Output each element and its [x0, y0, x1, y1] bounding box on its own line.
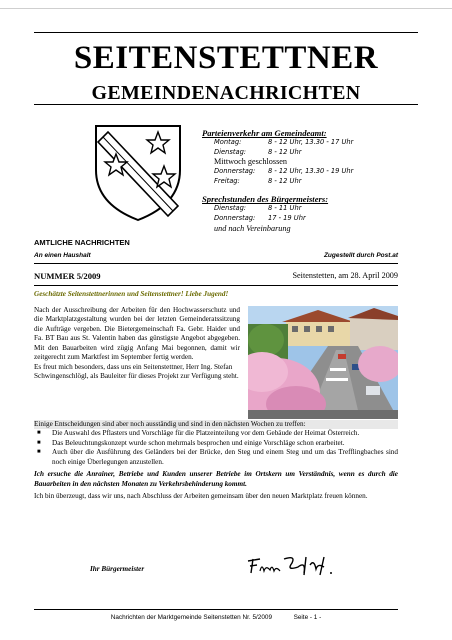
- office-hours-note: Mittwoch geschlossen: [214, 157, 287, 167]
- bullet-list: [34, 429, 398, 467]
- paragraph: Nach der Ausschreibung der Arbeiten für den Hochwasserschutz und die Marktplatzgestaltung wurden bei der letzten Gemeinderatssitzung die Aufträge vergeben. Die Bietergemeinschaft Fa. Gebr. Haider und Fa. BT Bau aus St. Valentin haben das günstigste Angebot abgegeben. Mit den Bauarbeiten wird zügig Anfang Mai begonnen, damit wir zeitgerecht zum Marktfest im September fertig werden.: [34, 306, 240, 362]
- masthead: [0, 28, 452, 103]
- mayor-hours-row: [202, 204, 402, 214]
- day-label: Montag:: [214, 138, 242, 146]
- office-hours-row: [202, 138, 402, 148]
- distribution-right: Zugestellt durch Post.at: [323, 252, 398, 259]
- bullet-icon: ■: [37, 430, 41, 437]
- day-label: Donnerstag:: [214, 167, 256, 176]
- masthead-title: SEITENSTETTNER: [73, 40, 379, 76]
- office-hours-row: [202, 148, 402, 158]
- divider: [34, 285, 398, 286]
- issue-row: [34, 271, 398, 281]
- list-item: [34, 429, 398, 438]
- municipal-crest-icon: [86, 120, 190, 224]
- handwritten-signature: [246, 553, 334, 579]
- market-square-photo: [248, 306, 398, 419]
- mayor-hours-row: [202, 214, 402, 224]
- distribution-row: [34, 252, 398, 259]
- office-hours-heading: Parteienverkehr am Gemeindeamt:: [202, 128, 327, 138]
- bullet-icon: ■: [37, 439, 41, 446]
- time-value: 8 - 12 Uhr, 13.30 - 19 Uhr: [268, 167, 354, 176]
- divider: [34, 263, 398, 264]
- time-value: 8 - 12 Uhr: [268, 176, 302, 185]
- issue-place-date: Seitenstetten, am 28. April 2009: [292, 271, 398, 280]
- top-rule: [0, 8, 452, 9]
- time-value: 8 - 12 Uhr: [268, 147, 302, 156]
- page-footer: [34, 614, 398, 621]
- greeting: Geschätzte Seitenstettnerinnen und Seitenstettner! Liebe Jugend!: [34, 290, 229, 298]
- list-item: [34, 439, 398, 448]
- mayor-hours-heading: Sprechstunden des Bürgermeisters:: [202, 194, 329, 205]
- time-value: 8 - 11 Uhr: [268, 204, 302, 213]
- footer-text: Nachrichten der Marktgemeinde Seitenstetten Nr. 5/2009: [110, 614, 272, 621]
- paragraph: Ich ersuche die Anrainer, Betriebe und Kunden unserer Betriebe im Ortskern um Verständnis, wenn es durch die Bauarbeiten in den nächsten Monaten zu Verkehrsbehinderung kommt.: [34, 470, 398, 488]
- bullet-icon: ■: [37, 449, 41, 456]
- mayor-hours-note: und nach Vereinbarung: [214, 223, 291, 233]
- time-value: 8 - 12 Uhr, 13.30 - 17 Uhr: [268, 138, 354, 146]
- issue-number: NUMMER 5/2009: [34, 271, 101, 281]
- office-hours-row: [202, 177, 402, 187]
- signature-label: Ihr Bürgermeister: [90, 565, 145, 573]
- distribution-left: An einen Haushalt: [34, 252, 91, 259]
- paragraph: Einige Entscheidungen sind aber noch ausständig und sind in den nächsten Wochen zu treffen:: [34, 420, 398, 429]
- footer-rule: [34, 609, 398, 610]
- day-label: Dienstag:: [214, 147, 247, 156]
- day-label: Donnerstag:: [214, 213, 256, 222]
- article-full-width: [34, 420, 398, 502]
- masthead-subtitle: GEMEINDENACHRICHTEN: [91, 82, 361, 104]
- list-item-text: Die Auswahl des Pflasters und Vorschläge für die Platzeinteilung vor dem Gebäude der Heimat Österreich.: [52, 429, 360, 438]
- masthead-rule-bottom: [34, 104, 418, 105]
- paragraph: Es freut mich besonders, dass uns ein Seitenstettner, Herr Ing. Stefan Schwingenschlögl, als Bauleiter für dieses Projekt zur Verfügung steht.: [34, 362, 239, 381]
- day-label: Freitag:: [214, 176, 240, 185]
- list-item-text: Das Beleuchtungskonzept wurde schon mehrmals besprochen und einige Vorschläge schon erarbeitet.: [52, 438, 345, 447]
- masthead-rule-top: [34, 32, 418, 33]
- paragraph: Ich bin überzeugt, dass wir uns, nach Abschluss der Arbeiten gemeinsam über den neuen Marktplatz freuen können.: [34, 492, 368, 501]
- list-item-text: Auch über die Ausführung des Geländers bei der Brücke, den Steg und einem Steg und um das Trefflingbaches sind noch einige Überlegungen anzustellen.: [52, 448, 398, 466]
- day-label: Dienstag:: [214, 204, 247, 213]
- time-value: 17 - 19 Uhr: [268, 213, 306, 222]
- office-hours-box: [202, 128, 402, 234]
- page-number: Seite - 1 -: [293, 614, 322, 621]
- office-hours-row: [202, 167, 402, 177]
- list-item: [34, 448, 398, 467]
- section-label: AMTLICHE NACHRICHTEN: [34, 238, 130, 247]
- article-left-column: [34, 306, 240, 382]
